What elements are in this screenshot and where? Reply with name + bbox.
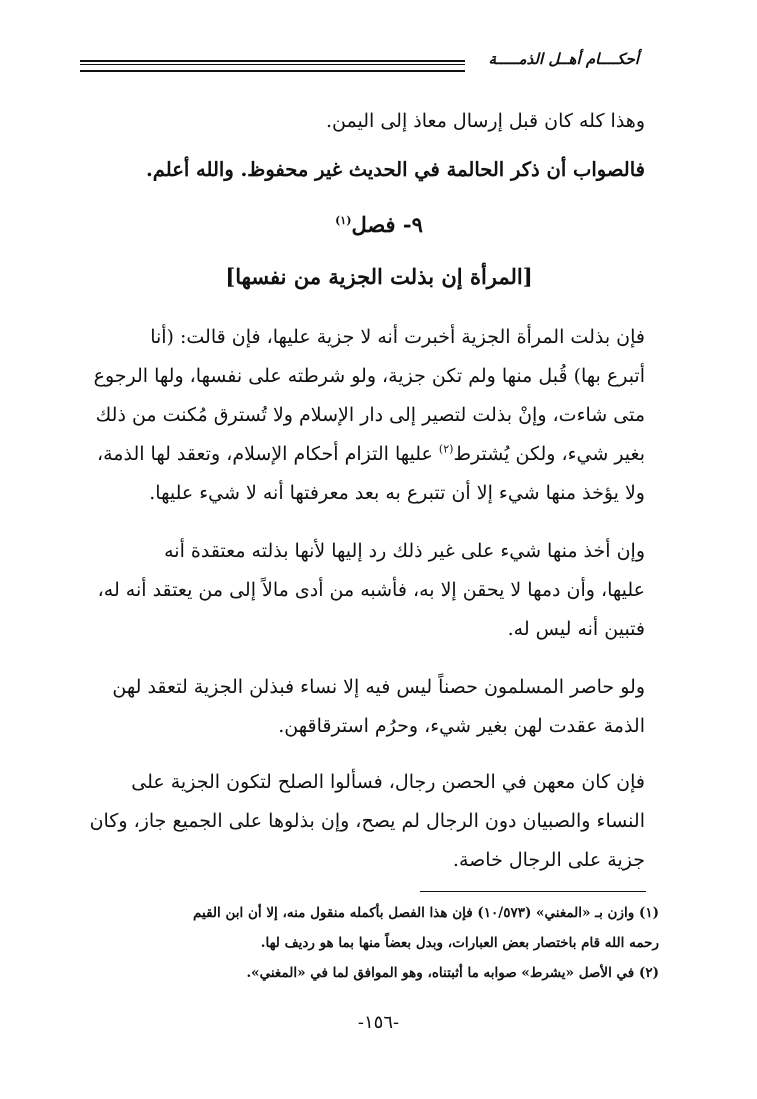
p3-line-1: ولو حاصر المسلمون حصناً ليس فيه إلا نساء فبذلن الجزية لتعقد لهن [112,676,645,698]
footnote-rule [420,891,646,892]
p3-line-2: الذمة عقدت لهن بغير شيء، وحرُم استرقاقهن. [278,715,645,737]
footnotes [99,898,659,988]
section-heading-text: ٩- فصل [351,212,423,237]
p1-line-5: ولا يؤخذ منها شيء إلا أن تتبرع به بعد معرفتها أنه لا شيء عليها. [149,482,645,504]
footnote-ref-2: (٢) [438,442,454,456]
p1-line-4-a: بغير شيء، ولكن يُشترط [453,443,645,465]
section-subheading: [المرأة إن بذلت الجزية من نفسها] [225,264,533,289]
p1-line-3: متى شاءت، وإنْ بذلت لتصير إلى دار الإسلام ولا تُسترق مُكنت من ذلك [95,404,645,426]
footnote-ref-1: (١) [335,214,352,227]
p2-line-2: عليها، وأن دمها لا يحقن إلا به، فأشبه من أدى مالاً إلى من يعتقد أنه له، [97,579,645,601]
p2-line-1: وإن أخذ منها شيء على غير ذلك رد إليها لأنها بذلته معتقدة أنه [164,540,645,562]
page-number: -١٥٦- [357,1012,400,1033]
p4-line-3: جزية على الرجال خاصة. [452,849,645,871]
section-heading [112,212,646,237]
p1-line-2: أتبرع بها) قُبل منها ولم تكن جزية، ولو شرطته على نفسها، ولها الرجوع [93,365,645,387]
p1-line-4-b: عليها التزام أحكام الإسلام، وتعقد لها الذمة، [96,443,439,465]
p4-line-1: فإن كان معهن في الحصن رجال، فسألوا الصلح لتكون الجزية على [131,771,645,793]
footnote-2: (٢) في الأصل «يشرط» صوابه ما أثبتناه، وهو الموافق لما في «المغني». [246,965,659,981]
p1-line-1: فإن بذلت المرأة الجزية أخبرت أنه لا جزية عليها، فإن قالت: (أنا [150,326,645,348]
intro-line-1: وهذا كله كان قبل إرسال معاذ إلى اليمن. [326,110,645,132]
intro-line-2: فالصواب أن ذكر الحالمة في الحديث غير محفوظ. والله أعلم. [145,158,645,181]
footnote-1-line-1: (١) وازن بـ «المغني» (١٠/٥٧٣) فإن هذا الفصل بأكمله منقول منه، إلا أن ابن القيم [193,905,659,921]
header-rule [80,60,465,72]
running-header: أحكــــام أهــل الذمـــــة [488,50,639,68]
p1-line-4 [97,443,645,465]
footnote-1-line-2: رحمه الله قام باختصار بعض العبارات، وبدل بعضاً منها بما هو رديف لها. [260,935,659,951]
p2-line-3: فتبين أنه ليس له. [507,618,645,640]
p4-line-2: النساء والصبيان دون الرجال لم يصح، وإن بذلوها على الجميع جاز، وكان [89,810,645,832]
